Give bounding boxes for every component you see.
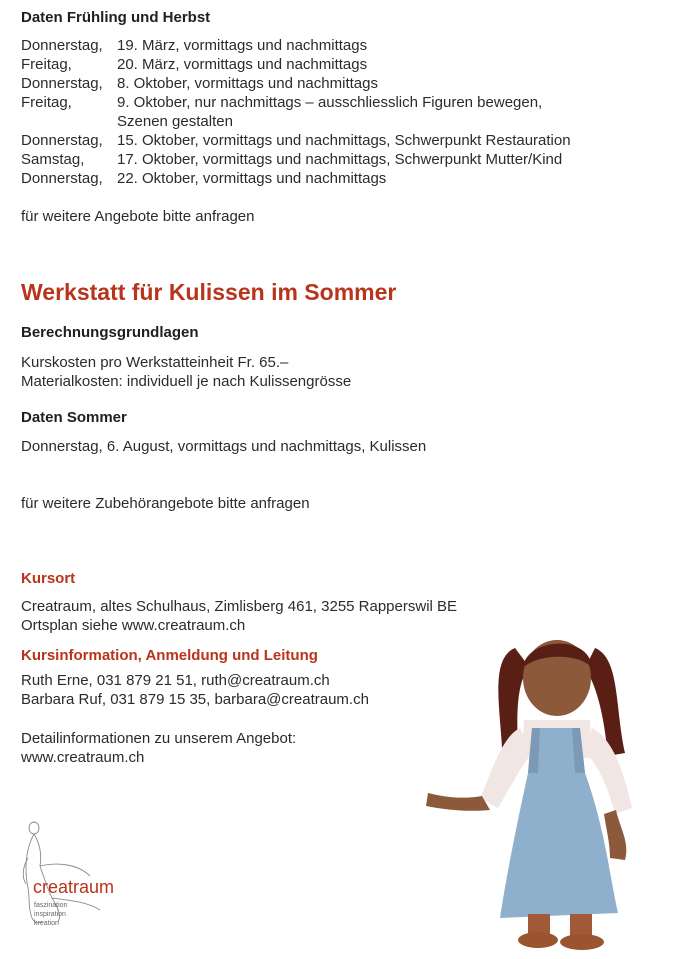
date-row: [21, 36, 367, 55]
date-row: [21, 112, 233, 131]
date-row: [21, 74, 378, 93]
date-row-day: Donnerstag,: [21, 132, 103, 149]
spring-autumn-heading: Daten Frühling und Herbst: [21, 9, 211, 26]
summer-title: Werkstatt für Kulissen im Sommer: [21, 279, 397, 305]
date-row-desc: 19. März, vormittags und nachmittags: [117, 37, 368, 54]
calc-line: Kurskosten pro Werkstatteinheit Fr. 65.–: [21, 354, 289, 371]
calc-heading: Berechnungsgrundlagen: [21, 324, 199, 341]
location-heading: Kursort: [21, 570, 76, 587]
summer-note: für weitere Zubehörangebote bitte anfragen: [21, 495, 310, 512]
summer-dates-heading: Daten Sommer: [21, 409, 127, 426]
date-row: [21, 93, 542, 112]
tagline-line: faszination: [34, 902, 68, 909]
date-row-desc: 17. Oktober, vormittags und nachmittags, Schwerpunkt Mutter/Kind: [117, 151, 563, 168]
detail-line: www.creatraum.ch: [21, 749, 145, 766]
date-row-desc: Szenen gestalten: [117, 113, 233, 130]
date-row: [21, 131, 571, 150]
summer-dates-line: Donnerstag, 6. August, vormittags und nachmittags, Kulissen: [21, 438, 427, 455]
date-row-desc: 8. Oktober, vormittags und nachmittags: [117, 75, 378, 92]
date-row-day: Freitag,: [21, 56, 72, 73]
info-heading: Kursinformation, Anmeldung und Leitung: [21, 647, 318, 664]
calc-line: Materialkosten: individuell je nach Kulissengrösse: [21, 373, 352, 390]
date-row-desc: 9. Oktober, nur nachmittags – ausschliesslich Figuren bewegen,: [117, 94, 543, 111]
date-row-day: Donnerstag,: [21, 170, 103, 187]
logo-name: creatraum: [33, 877, 115, 897]
logo-tagline: [34, 901, 67, 928]
date-row-day: Donnerstag,: [21, 75, 103, 92]
date-row-desc: 20. März, vormittags und nachmittags: [117, 56, 368, 73]
date-row-day: Donnerstag,: [21, 37, 103, 54]
date-row-day: Freitag,: [21, 94, 72, 111]
doll-image: [420, 628, 670, 954]
tagline-line: kreation: [34, 920, 59, 927]
spring-autumn-note: für weitere Angebote bitte anfragen: [21, 208, 255, 225]
detail-line: Detailinformationen zu unserem Angebot:: [21, 730, 297, 747]
location-line: Ortsplan siehe www.creatraum.ch: [21, 617, 246, 634]
location-line: Creatraum, altes Schulhaus, Zimlisberg 461, 3255 Rapperswil BE: [21, 598, 458, 615]
creatraum-logo: [18, 818, 148, 938]
date-row: [21, 169, 386, 188]
date-row-desc: 22. Oktober, vormittags und nachmittags: [117, 170, 387, 187]
date-row-day: Samstag,: [21, 151, 85, 168]
tagline-line: inspiration: [34, 911, 66, 918]
date-row-desc: 15. Oktober, vormittags und nachmittags, Schwerpunkt Restauration: [117, 132, 571, 149]
info-line: Ruth Erne, 031 879 21 51, ruth@creatraum.ch: [21, 672, 330, 689]
info-line: Barbara Ruf, 031 879 15 35, barbara@creatraum.ch: [21, 691, 369, 708]
date-row: [21, 55, 367, 74]
date-row: [21, 150, 562, 169]
